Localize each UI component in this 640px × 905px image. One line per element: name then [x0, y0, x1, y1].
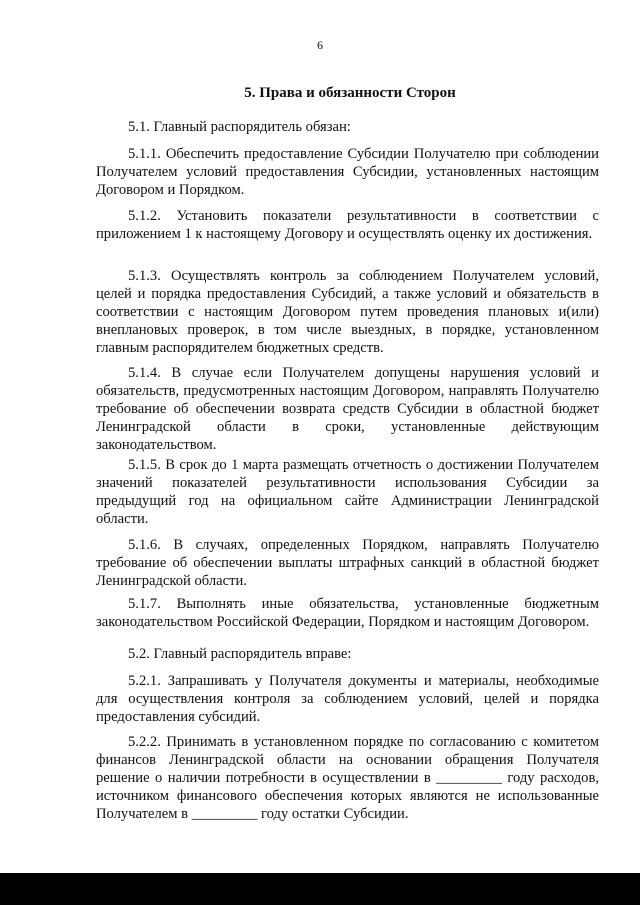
page-number: 6 — [317, 38, 323, 52]
scan-bottom-edge — [0, 873, 640, 905]
paragraph-5-1-6: 5.1.6. В случаях, определенных Порядком, направлять Получателю требование об обеспечении выплаты штрафных санкций в областной бюджет Ленинградской области. — [96, 537, 599, 589]
paragraph-5-1-2: 5.1.2. Установить показатели результативности в соответствии с приложением 1 к настоящему Договору и осуществлять оценку их достижения. — [96, 208, 599, 242]
paragraph-5-1-1: 5.1.1. Обеспечить предоставление Субсидии Получателю при соблюдении Получателем условий предоставления Субсидии, установленных настоящим Договором и Порядком. — [96, 146, 599, 198]
paragraph-5-1-5: 5.1.5. В срок до 1 марта размещать отчетность о достижении Получателем значений показателей результативности использования Субсидии за предыдущий год на официальном сайте Администрации Ленинградской области. — [96, 457, 599, 527]
paragraph-5-2-1: 5.2.1. Запрашивать у Получателя документы и материалы, необходимые для осуществления контроля за соблюдением условий, целей и порядка предоставления субсидий. — [96, 673, 599, 725]
section-heading: 5. Права и обязанности Сторон — [244, 85, 456, 101]
paragraph-5-2: 5.2. Главный распорядитель вправе: — [128, 646, 352, 662]
paragraph-5-1-4: 5.1.4. В случае если Получателем допущены нарушения условий и обязательств, предусмотренных настоящим Договором, направлять Получателю требование об обеспечении возврата средств Субсидии в областной бюджет Ленинградской области в сроки, установленные действующим законодательством. — [96, 365, 599, 453]
paragraph-5-1: 5.1. Главный распорядитель обязан: — [128, 119, 351, 135]
paragraph-5-1-3: 5.1.3. Осуществлять контроль за соблюдением Получателем условий, целей и порядка предоставления Субсидий, а также условий и обязательств в соответствии с настоящим Договором путем проведения плановых и(или) внеплановых проверок, в том числе выездных, в порядке, установленном главным распорядителем бюджетных средств. — [96, 268, 599, 356]
paragraph-5-1-7: 5.1.7. Выполнять иные обязательства, установленные бюджетным законодательством Российской Федерации, Порядком и настоящим Договором. — [96, 596, 599, 630]
paragraph-5-2-2: 5.2.2. Принимать в установленном порядке по согласованию с комитетом финансов Ленинградской области на основании обращения Получателя решение о наличии потребности в осуществлении в _________ году расходов, источником финансового обеспечения которых являются не использованные Получателем в _________ году остатки Субсидии. — [96, 734, 599, 822]
